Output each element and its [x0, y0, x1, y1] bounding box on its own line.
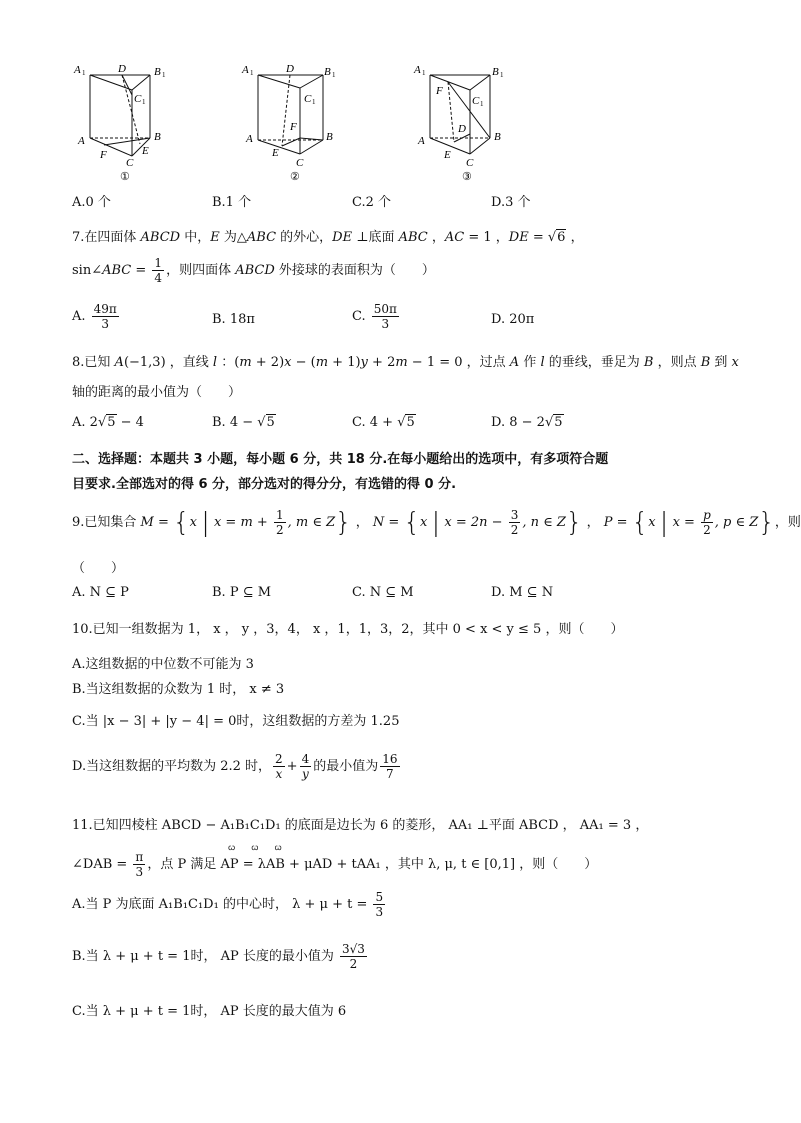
q7-option-d: D. 20π	[491, 312, 535, 327]
fig1-label-b: B	[154, 131, 161, 143]
q6-option-c: C.2 个	[352, 195, 392, 210]
q10-option-b: B.当这组数据的众数为 1 时， x ≠ 3	[72, 682, 285, 697]
q10-option-a: A.这组数据的中位数不可能为 3	[72, 657, 254, 672]
q8-option-b: B. 4 − √5	[212, 415, 275, 430]
q9-option-b: B. P ⊆ M	[212, 585, 272, 600]
q6-option-b: B.1 个	[212, 195, 252, 210]
fig3-label-a1: A	[414, 64, 421, 76]
q7-option-c: C. $\frac{50\pi}{3}$	[352, 302, 397, 331]
fig2-circle-number: ②	[290, 171, 300, 183]
q10-option-d: D.当这组数据的平均数为 2.2 时， $\frac{2}{x}$ + $\frac{4}{y}$ 的最小值为 $\frac{16}{7}$	[72, 752, 398, 781]
q8-stem-line2: 轴的距离的最小值为（ ）	[72, 385, 242, 400]
q7-option-b: B. 18π	[212, 312, 255, 327]
fig2-label-a: A	[246, 133, 253, 145]
q6-option-d: D.3 个	[491, 195, 531, 210]
fig2-label-c1: C	[304, 93, 312, 105]
q9-option-c: C. N ⊆ M	[352, 585, 414, 600]
q11-option-a: A.当 P 为底面 A₁B₁C₁D₁ 的中心时， λ + μ + t = $\frac{5}{3}$	[72, 890, 384, 919]
fig1-label-f: F	[100, 149, 107, 161]
q8-option-a: A. 2√5 − 4	[72, 415, 144, 430]
svg-text:1: 1	[162, 71, 166, 79]
fig2-label-c: C	[296, 157, 304, 169]
svg-text:1: 1	[82, 69, 86, 77]
fig2-label-b: B	[326, 131, 333, 143]
fig3-circle-number: ③	[462, 171, 472, 183]
q9-option-d: D. M ⊆ N	[491, 585, 554, 600]
figure-1-prism	[70, 60, 180, 185]
fig1-label-c1: C	[134, 93, 142, 105]
q6-option-a: A.0 个	[72, 195, 111, 210]
fig2-label-d: D	[286, 63, 294, 75]
fig1-label-a1: A	[74, 64, 81, 76]
fig2-label-e: E	[272, 147, 279, 159]
q8-option-c: C. 4 + √5	[352, 415, 415, 430]
fig1-label-c: C	[126, 157, 134, 169]
svg-text:1: 1	[332, 71, 336, 79]
section-2-heading-line1: 二、选择题：本题共 3 小题，每小题 6 分，共 18 分.在每小题给出的选项中，有多项符合题	[72, 452, 609, 467]
fig3-label-c: C	[466, 157, 474, 169]
q9-stem: 9.已知集合 M = {x | x = m + $\frac{1}{2}$ , m ∈ Z} ， N = {x | x = 2n − $\frac{3}{2}$ , n ∈ Z} ， P = {x | x = $\frac{p}{2}$ , p ∈ Z}，则	[72, 507, 801, 538]
q7-option-a: A. $\frac{49\pi}{3}$	[72, 302, 117, 331]
fig2-label-f: F	[290, 121, 297, 133]
q11-vector-marks: ꞷꞷꞷ	[228, 843, 298, 852]
q11-stem-line1: 11.已知四棱柱 ABCD − A₁B₁C₁D₁ 的底面是边长为 6 的菱形， AA₁ ⊥平面 ABCD ， AA₁ = 3 ，	[72, 818, 649, 833]
svg-text:1: 1	[480, 100, 484, 108]
svg-text:1: 1	[312, 98, 316, 106]
figure-2-prism	[238, 60, 348, 185]
fig3-label-b1: B	[492, 66, 499, 78]
q9-answer-paren: （ ）	[72, 561, 125, 576]
fig3-label-d: D	[458, 123, 466, 135]
fig3-label-b: B	[494, 131, 501, 143]
q11-option-c: C.当 λ + μ + t = 1时， AP 长度的最大值为 6	[72, 1004, 347, 1019]
fig3-label-e: E	[444, 149, 451, 161]
q7-stem-line2: sin∠ABC = $\frac{1}{4}$ ，则四面体 ABCD 外接球的表面积为（ ）	[72, 256, 435, 285]
q8-stem-line1: 8.已知 A(−1,3) ，直线 l ：(m + 2)x − (m + 1)y + 2m − 1 = 0 ，过点 A 作 l 的垂线，垂足为 B ，则点 B 到 x	[72, 355, 739, 370]
q10-stem: 10.已知一组数据为 1， x ， y ，3，4， x ，1，1，3，2，其中 0 < x < y ≤ 5 ，则（ ）	[72, 622, 624, 637]
fig1-label-b1: B	[154, 66, 161, 78]
svg-text:1: 1	[422, 69, 426, 77]
q11-option-b: B.当 λ + μ + t = 1时， AP 长度的最小值为 $\frac{3√3}{2}$	[72, 942, 365, 971]
fig1-circle-number: ①	[120, 171, 130, 183]
q8-option-d: D. 8 − 2√5	[491, 415, 563, 430]
q7-stem-line1: 7.在四面体 ABCD 中，E 为△ABC 的外心，DE ⊥底面 ABC ，AC = 1 ，DE = √6 ，	[72, 230, 584, 245]
q10-option-c: C.当 |x − 3| + |y − 4| = 0时，这组数据的方差为 1.25	[72, 714, 400, 729]
svg-text:1: 1	[500, 71, 504, 79]
svg-text:1: 1	[142, 98, 146, 106]
section-2-heading-line2: 目要求.全部选对的得 6 分，部分选对的得分分，有选错的得 0 分.	[72, 477, 457, 492]
fig3-label-a: A	[418, 135, 425, 147]
q9-option-a: A. N ⊆ P	[72, 585, 129, 600]
fig2-label-b1: B	[324, 66, 331, 78]
figure-3-prism	[408, 60, 518, 185]
q11-stem-line2: ∠DAB = $\frac{\pi}{3}$ ，点 P 满足 AP = λAB + μAD + tAA₁ ，其中 λ, μ, t ∈ [0,1] ，则（ ）	[72, 850, 598, 879]
svg-text:1: 1	[250, 69, 254, 77]
fig3-label-f: F	[436, 85, 443, 97]
fig1-label-a: A	[78, 135, 85, 147]
fig1-label-d: D	[118, 63, 126, 75]
fig2-label-a1: A	[242, 64, 249, 76]
fig1-label-e: E	[142, 145, 149, 157]
fig3-label-c1: C	[472, 95, 480, 107]
